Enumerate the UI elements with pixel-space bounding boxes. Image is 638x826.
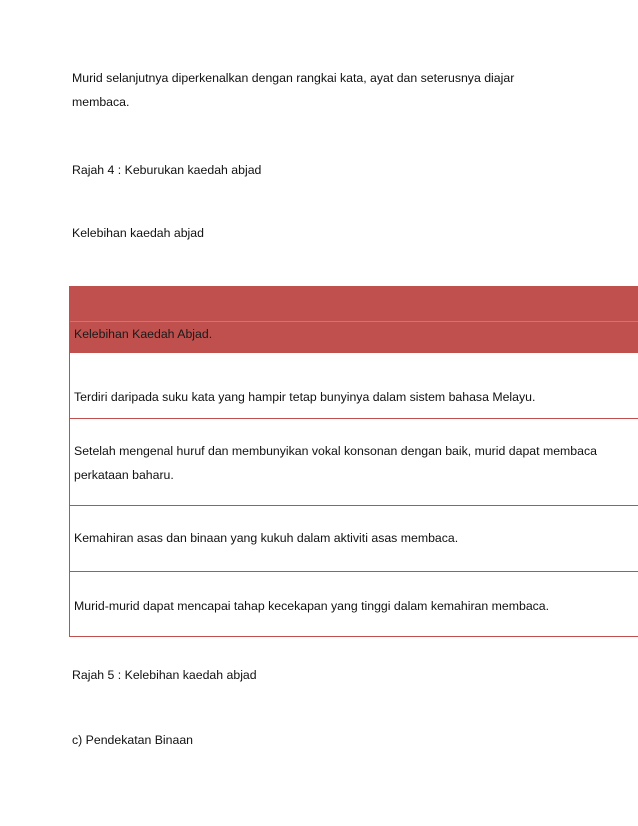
table-cell [74, 439, 629, 487]
table-header-text: Kelebihan Kaedah Abjad. [74, 327, 213, 341]
table-cell: Murid-murid dapat mencapai tahap kecekapan yang tinggi dalam kemahiran membaca. [74, 599, 550, 613]
intro-line-2: membaca. [72, 95, 130, 109]
figure-caption-4: Rajah 4 : Keburukan kaedah abjad [72, 163, 262, 177]
section-heading-c: c) Pendekatan Binaan [72, 733, 194, 747]
table-cell: Terdiri daripada suku kata yang hampir tetap bunyinya dalam sistem bahasa Melayu. [74, 390, 536, 404]
table-row [70, 572, 638, 637]
table-cell: Kemahiran asas dan binaan yang kukuh dalam aktiviti asas membaca. [74, 531, 459, 545]
figure-caption-5: Rajah 5 : Kelebihan kaedah abjad [72, 668, 257, 682]
advantages-table [69, 286, 638, 637]
table-row [70, 506, 638, 572]
table-row [70, 353, 638, 419]
table-cell-line-1: Setelah mengenal huruf dan membunyikan vokal konsonan dengan baik, murid dapat membaca [74, 444, 597, 458]
intro-line-1: Murid selanjutnya diperkenalkan dengan rangkai kata, ayat dan seterusnya diajar [72, 71, 515, 85]
section-heading-kelebihan: Kelebihan kaedah abjad [72, 226, 204, 240]
table-row [70, 419, 638, 506]
intro-paragraph [72, 66, 572, 114]
table-header [70, 286, 638, 353]
table-cell-line-2: perkataan baharu. [74, 468, 174, 482]
